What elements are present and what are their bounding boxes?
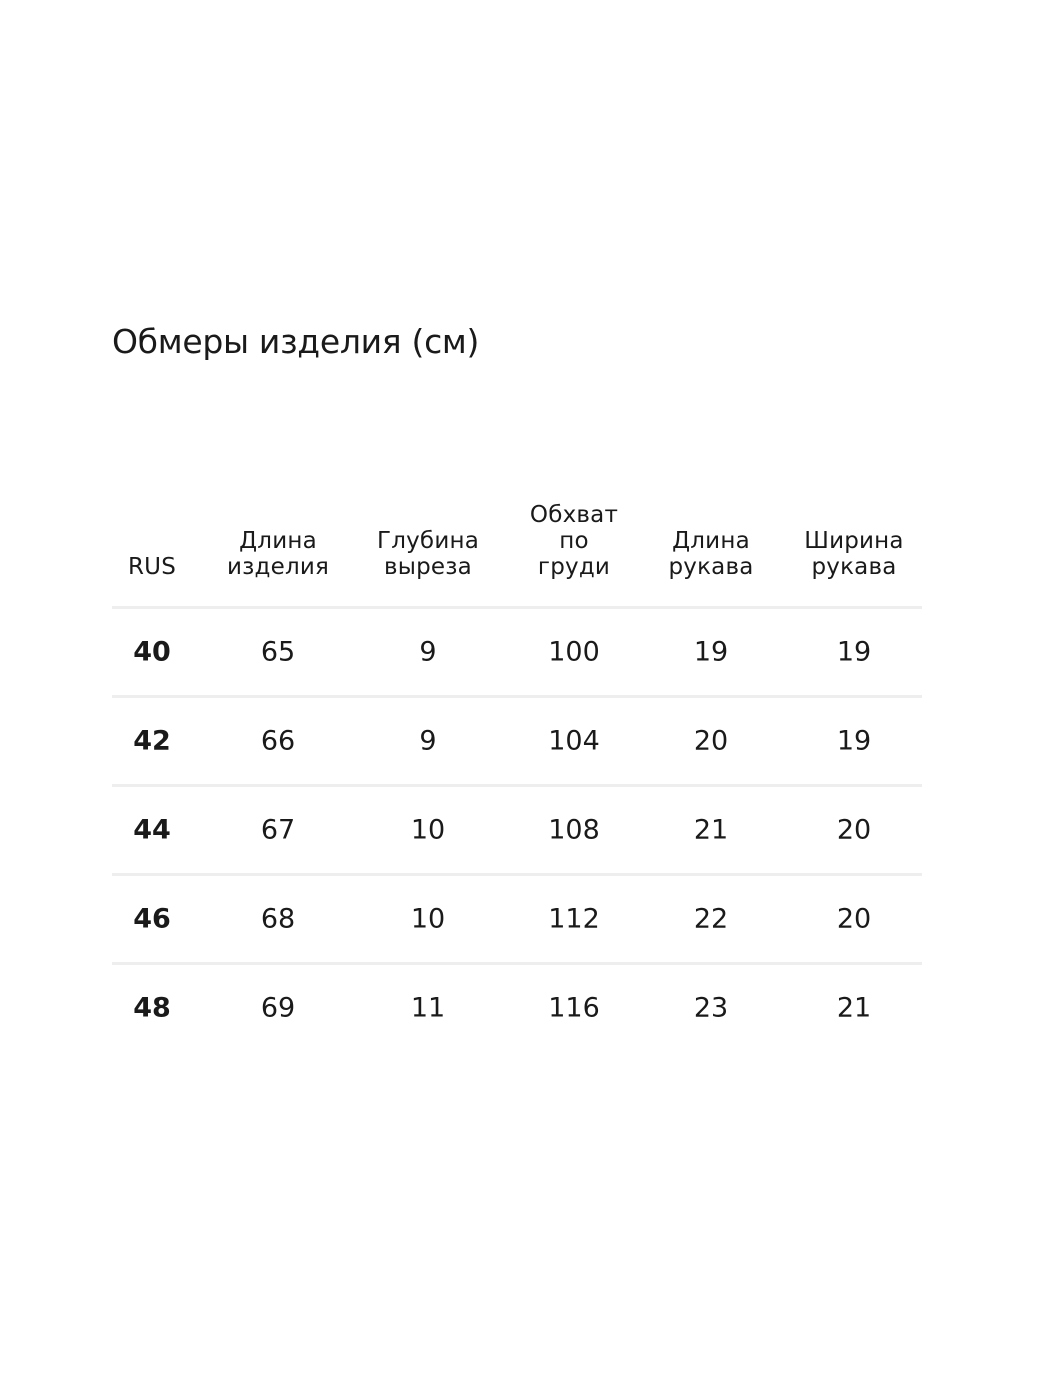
cell-sleeve-width: 20: [836, 814, 872, 846]
cell-sleeve-length: 23: [693, 992, 729, 1024]
cell-chest: 100: [548, 636, 600, 668]
table-row: [112, 698, 922, 787]
header-neck-depth: Глубина выреза: [376, 528, 480, 580]
cell-neck-depth: 9: [419, 636, 437, 668]
header-sleeve-width: Ширина рукава: [804, 528, 904, 580]
cell-length: 68: [260, 903, 296, 935]
header-chest: Обхват по груди: [529, 502, 619, 580]
table-header-row: [112, 498, 922, 609]
cell-neck-depth: 11: [410, 992, 446, 1024]
cell-sleeve-length: 22: [693, 903, 729, 935]
page-title: Обмеры изделия (см): [112, 322, 480, 361]
cell-neck-depth: 10: [410, 814, 446, 846]
cell-size: 46: [133, 903, 171, 935]
cell-length: 69: [260, 992, 296, 1024]
cell-chest: 116: [548, 992, 600, 1024]
cell-chest: 112: [548, 903, 600, 935]
size-table: [112, 498, 922, 1051]
header-length: Длина изделия: [226, 528, 330, 580]
table-row: [112, 876, 922, 965]
table-row: [112, 609, 922, 698]
cell-sleeve-width: 19: [836, 725, 872, 757]
cell-length: 67: [260, 814, 296, 846]
cell-sleeve-width: 21: [836, 992, 872, 1024]
cell-size: 42: [133, 725, 171, 757]
header-rus: RUS: [127, 554, 177, 580]
cell-length: 66: [260, 725, 296, 757]
table-row: [112, 787, 922, 876]
cell-neck-depth: 9: [419, 725, 437, 757]
cell-chest: 108: [548, 814, 600, 846]
cell-neck-depth: 10: [410, 903, 446, 935]
cell-sleeve-length: 20: [693, 725, 729, 757]
cell-size: 48: [133, 992, 171, 1024]
cell-size: 40: [133, 636, 171, 668]
table-row: [112, 965, 922, 1051]
cell-chest: 104: [548, 725, 600, 757]
header-sleeve-length: Длина рукава: [668, 528, 754, 580]
cell-sleeve-length: 19: [693, 636, 729, 668]
cell-sleeve-length: 21: [693, 814, 729, 846]
cell-sleeve-width: 19: [836, 636, 872, 668]
cell-length: 65: [260, 636, 296, 668]
cell-size: 44: [133, 814, 171, 846]
cell-sleeve-width: 20: [836, 903, 872, 935]
